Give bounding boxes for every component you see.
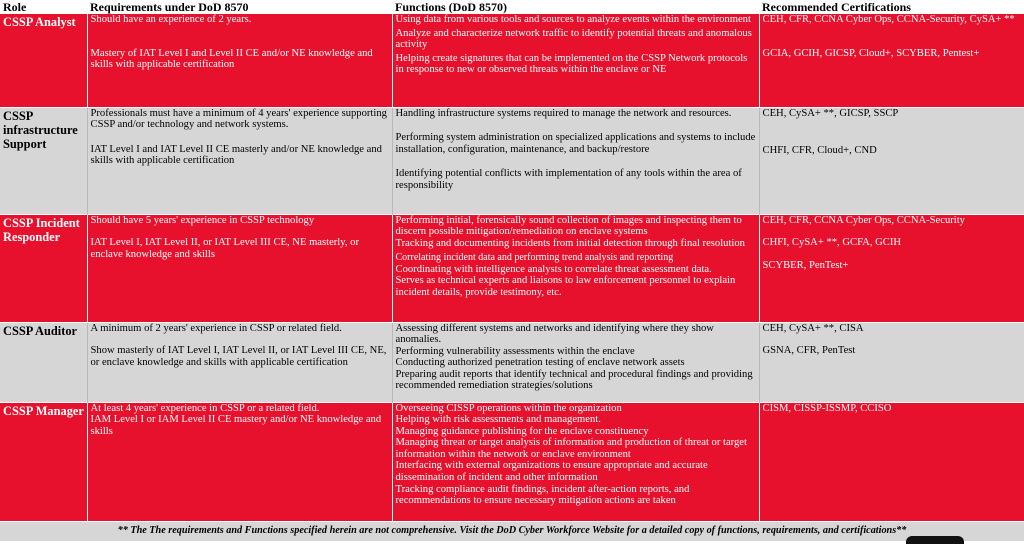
function-text: Correlating incident data and performing trend analysis and reporting	[395, 252, 674, 264]
table-row-cssp-analyst	[0, 14, 1024, 107]
requirement-text: Show masterly of IAT Level I, IAT Level II, or IAT Level III CE, NE, or enclave knowledge and skills with applicable certification	[90, 345, 387, 368]
requirements-cell	[87, 107, 392, 214]
table-row-cssp-infrastructure-support	[0, 107, 1024, 214]
edge-artifact	[906, 536, 964, 544]
function-text: Helping create signatures that can be implemented on the CSSP Network protocols in response to new or observed threats within the enclave or NE	[395, 52, 748, 76]
certification-text: GCIA, GCIH, GICSP, Cloud+, SCYBER, Pentest+	[762, 47, 980, 59]
requirement-text: Should have an experience of 2 years.	[90, 14, 252, 25]
certification-text: CEH, CFR, CCNA Cyber Ops, CCNA-Security	[762, 214, 965, 226]
role-cell: CSSP Analyst	[0, 14, 87, 107]
certifications-cell	[759, 402, 1024, 521]
requirement-text: IAT Level I, IAT Level II, or IAT Level III CE, NE masterly, or enclave knowledge and skills	[90, 237, 359, 260]
requirements-cell	[87, 402, 392, 521]
functions-cell	[392, 214, 759, 322]
header-requirements: Requirements under DoD 8570	[87, 0, 392, 14]
requirement-text: Professionals must have a minimum of 4 years' experience supporting CSSP and/or technology and network systems.	[90, 107, 387, 131]
table-footnote: ** The The requirements and Functions specified herein are not comprehensive. Visit the DoD Cyber Workforce Website for a detailed copy of functions, requirements, and certifications**	[0, 521, 1024, 541]
function-text: Helping with risk assessments and management.	[395, 414, 601, 426]
table-row-cssp-manager	[0, 402, 1024, 521]
header-certifications: Recommended Certifications	[759, 0, 1024, 14]
certification-text: CEH, CySA+ **, CISA	[762, 322, 864, 334]
function-text: Managing guidance publishing for the enclave constituency	[395, 425, 649, 437]
role-cell: CSSP Incident Responder	[0, 214, 87, 322]
functions-cell	[392, 402, 759, 521]
functions-cell	[392, 322, 759, 402]
functions-cell	[392, 107, 759, 214]
function-text: Interfacing with external organizations to ensure appropriate and accurate dissemination of incident and other information	[395, 460, 708, 484]
requirements-cell	[87, 214, 392, 322]
function-text: Performing vulnerability assessments within the enclave	[395, 345, 635, 357]
requirement-text: Mastery of IAT Level I and Level II CE and/or NE knowledge and skills with applicable certification	[90, 47, 373, 71]
requirement-text: A minimum of 2 years' experience in CSSP or related field.	[90, 322, 342, 334]
functions-cell	[392, 14, 759, 107]
function-text: Performing system administration on specialized applications and systems to include installation, configuration, maintenance, and backup/restore	[395, 132, 756, 155]
role-cell: CSSP Auditor	[0, 322, 87, 402]
certification-text: SCYBER, PenTest+	[762, 259, 849, 271]
function-text: Conducting authorized penetration testing of enclave network assets	[395, 357, 685, 369]
certification-text: CHFI, CySA+ **, GCFA, GCIH	[762, 237, 902, 249]
function-text: Analyze and characterize network traffic to identify potential threats and anomalous activity	[395, 27, 752, 51]
function-text: Using data from various tools and sources to analyze events within the environment	[395, 14, 751, 25]
function-text: Overseeing CISSP operations within the organization	[395, 402, 622, 414]
function-text: Handling infrastructure systems required to manage the network and resources.	[395, 107, 732, 119]
certifications-cell	[759, 322, 1024, 402]
certification-text: GSNA, CFR, PenTest	[762, 345, 856, 357]
table-row-cssp-auditor	[0, 322, 1024, 402]
function-text: Assessing different systems and networks and identifying where they show anomalies.	[395, 322, 714, 346]
function-text: Tracking compliance audit findings, incident after-action reports, and recommendations to ensure necessary mitigation actions are taken	[395, 483, 690, 507]
certification-text: CISM, CISSP-ISSMP, CCISO	[762, 402, 892, 414]
certification-text: CHFI, CFR, Cloud+, CND	[762, 145, 877, 157]
role-cell: CSSP infrastructure Support	[0, 107, 87, 214]
function-text: Preparing audit reports that identify technical and procedural findings and providing recommended remediation strategies/solutions	[395, 368, 753, 392]
certification-text: CEH, CFR, CCNA Cyber Ops, CCNA-Security, CySA+ **	[762, 14, 1015, 25]
requirement-text: Should have 5 years' experience in CSSP technology	[90, 214, 315, 226]
function-text: Tracking and documenting incidents from initial detection through final resolution	[395, 237, 745, 249]
certifications-cell	[759, 14, 1024, 107]
function-text: Managing threat or target analysis of information and production of threat or target information within the network or enclave environment	[395, 437, 747, 460]
certifications-cell	[759, 107, 1024, 214]
requirements-cell	[87, 322, 392, 402]
header-role: Role	[0, 0, 87, 14]
requirement-text: At least 4 years' experience in CSSP or a related field.	[90, 402, 320, 414]
requirement-text: IAM Level I or IAM Level II CE mastery and/or NE knowledge and skills	[90, 414, 382, 437]
table-row-cssp-incident-responder	[0, 214, 1024, 322]
role-cell: CSSP Manager	[0, 402, 87, 521]
function-text: Performing initial, forensically sound collection of images and inspecting them to discern possible mitigation/remediation on enclave systems	[395, 214, 742, 238]
function-text: Identifying potential conflicts with implementation of any tools within the area of responsibility	[395, 168, 742, 191]
requirement-text: IAT Level I and IAT Level II CE masterly and/or NE knowledge and skills with applicable certification	[90, 143, 382, 167]
header-functions: Functions (DoD 8570)	[392, 0, 759, 14]
requirements-cell	[87, 14, 392, 107]
certification-text: CEH, CySA+ **, GICSP, SSCP	[762, 107, 899, 119]
certifications-cell	[759, 214, 1024, 322]
table-header-row	[0, 0, 1024, 14]
function-text: Serves as technical experts and liaisons to law enforcement personnel to explain incident details, provide testimony, etc.	[395, 275, 736, 299]
function-text: Coordinating with intelligence analysts to correlate threat assessment data.	[395, 263, 712, 275]
